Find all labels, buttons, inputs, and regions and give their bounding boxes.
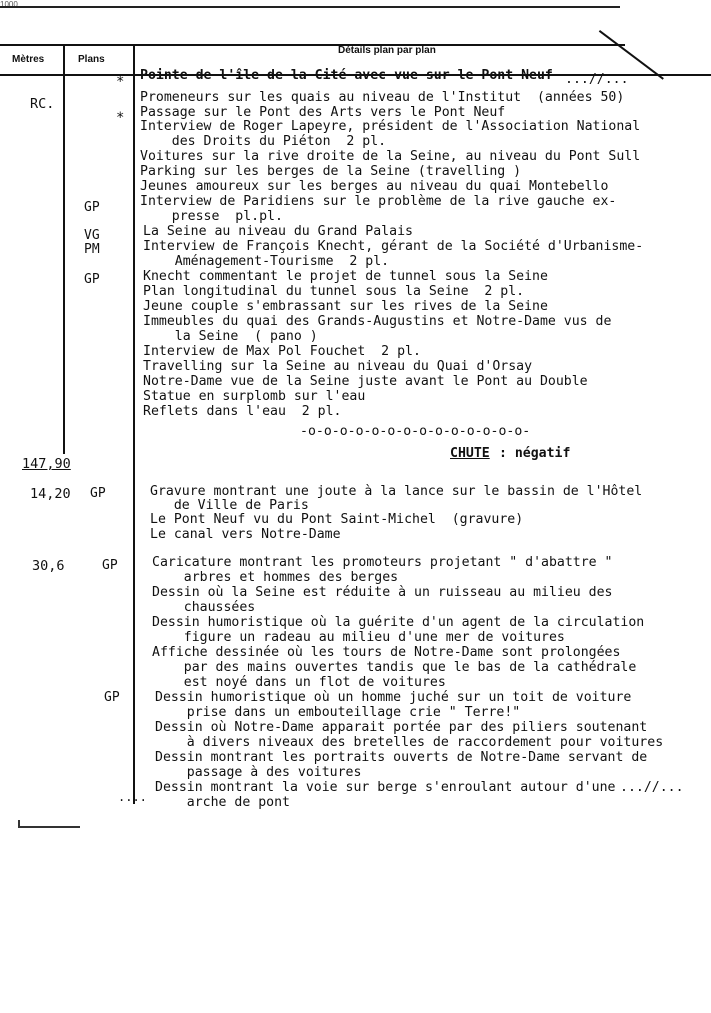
detail-line: Passage sur le Pont des Arts vers le Pont Neuf [140, 105, 506, 120]
detail-line: des Droits du Piéton 2 pl. [140, 134, 387, 149]
continuation-mark: ...//... [565, 72, 629, 87]
metres-entry: 14,20 [30, 486, 71, 502]
header-top-rule [0, 44, 625, 46]
detail-line: Notre-Dame vue de la Seine juste avant le Pont au Double [143, 374, 588, 389]
detail-line: Reflets dans l'eau 2 pl. [143, 404, 342, 419]
detail-line: Plan longitudinal du tunnel sous la Seine 2 pl. [143, 284, 525, 299]
detail-line: Dessin montrant les portraits ouverts de Notre-Dame servant de [155, 750, 648, 765]
plan-entry: GP [102, 558, 118, 573]
detail-line: arbres et hommes des berges [152, 570, 399, 585]
detail-line: Statue en surplomb sur l'eau [143, 389, 366, 404]
header-details: Détails plan par plan [338, 45, 436, 56]
corner-mark [18, 820, 80, 828]
chute-subheading: : négatif [491, 446, 571, 461]
detail-line: Dessin où Notre-Dame apparait portée par des piliers soutenant [155, 720, 648, 735]
detail-line: Jeunes amoureux sur les berges au niveau du quai Montebello [140, 179, 609, 194]
detail-line: la Seine ( pano ) [143, 329, 318, 344]
detail-line: prise dans un embouteillage crie " Terre!" [155, 705, 521, 720]
separator-line: -o-o-o-o-o-o-o-o-o-o-o-o-o-o- [300, 424, 531, 439]
detail-line: Dessin humoristique où un homme juché sur un toit de voiture [155, 690, 632, 705]
plan-entry: GP [84, 272, 100, 287]
plan-entry: GP [104, 690, 120, 705]
plan-entry: PM [84, 242, 100, 257]
leader-dots: .... [118, 790, 147, 804]
metres-entry: 30,6 [32, 558, 65, 574]
detail-line: La Seine au niveau du Grand Palais [143, 224, 413, 239]
column-divider-metres [63, 44, 65, 454]
detail-line: Gravure montrant une joute à la lance sur le bassin de l'Hôtel [150, 484, 643, 499]
detail-line: Dessin montrant la voie sur berge s'enroulant autour d'une [155, 780, 616, 795]
header-plans: Plans [78, 54, 105, 65]
detail-line: à divers niveaux des bretelles de raccordement pour voitures [155, 735, 664, 750]
detail-line: Dessin où la Seine est réduite à un ruisseau au milieu des [152, 585, 613, 600]
detail-line: chaussées [152, 600, 256, 615]
detail-line: Parking sur les berges de la Seine (travelling ) [140, 164, 522, 179]
top-rule [0, 6, 620, 8]
detail-line: Interview de Paridiens sur le problème de la rive gauche ex- [140, 194, 617, 209]
detail-line: figure un radeau au milieu d'une mer de voitures [152, 630, 565, 645]
detail-line: Interview de François Knecht, gérant de la Société d'Urbanisme- [143, 239, 644, 254]
plan-mark: * [116, 74, 125, 90]
detail-line: Caricature montrant les promoteurs projetant " d'abattre " [152, 555, 613, 570]
chute-heading: CHUTE [450, 446, 490, 461]
detail-line: Voitures sur la rive droite de la Seine, au niveau du Pont Sull [140, 149, 641, 164]
detail-line: Knecht commentant le projet de tunnel sous la Seine [143, 269, 548, 284]
detail-line: Travelling sur la Seine au niveau du Quai d'Orsay [143, 359, 533, 374]
detail-line: Pointe de l'île de la Cité avec vue sur le Pont Neuf [140, 68, 553, 83]
header-metres: Mètres [12, 54, 45, 65]
plan-mark: * [116, 110, 125, 126]
detail-line: presse pl.pl. [140, 209, 283, 224]
detail-line: Interview de Roger Lapeyre, président de l'Association National [140, 119, 641, 134]
plan-entry: GP [90, 486, 106, 501]
detail-line: passage à des voitures [155, 765, 362, 780]
plan-entry: GP [84, 200, 100, 215]
detail-line: Immeubles du quai des Grands-Augustins et Notre-Dame vus de [143, 314, 612, 329]
continuation-mark: ...//... [620, 780, 684, 795]
column-divider-plans [133, 44, 135, 804]
detail-line: par des mains ouvertes tandis que le bas de la cathédrale [152, 660, 637, 675]
detail-line: Le canal vers Notre-Dame [150, 527, 341, 542]
detail-line: Dessin humoristique où la guérite d'un agent de la circulation [152, 615, 645, 630]
detail-line: arche de pont [155, 795, 290, 810]
detail-line: Interview de Max Pol Fouchet 2 pl. [143, 344, 421, 359]
detail-line: Aménagement-Tourisme 2 pl. [143, 254, 390, 269]
detail-line: Affiche dessinée où les tours de Notre-Dame sont prolongées [152, 645, 621, 660]
top-fragment: 1000 [0, 0, 18, 9]
metres-entry: 147,90 [22, 456, 71, 472]
metres-entry: RC. [30, 96, 55, 112]
detail-line: Jeune couple s'embrassant sur les rives de la Seine [143, 299, 548, 314]
plan-entry: VG [84, 228, 100, 243]
detail-line: est noyé dans un flot de voitures [152, 675, 446, 690]
detail-line: Le Pont Neuf vu du Pont Saint-Michel (gravure) [150, 512, 524, 527]
detail-line: Promeneurs sur les quais au niveau de l'Institut (années 50) [140, 90, 625, 105]
detail-line: de Ville de Paris [150, 498, 309, 513]
